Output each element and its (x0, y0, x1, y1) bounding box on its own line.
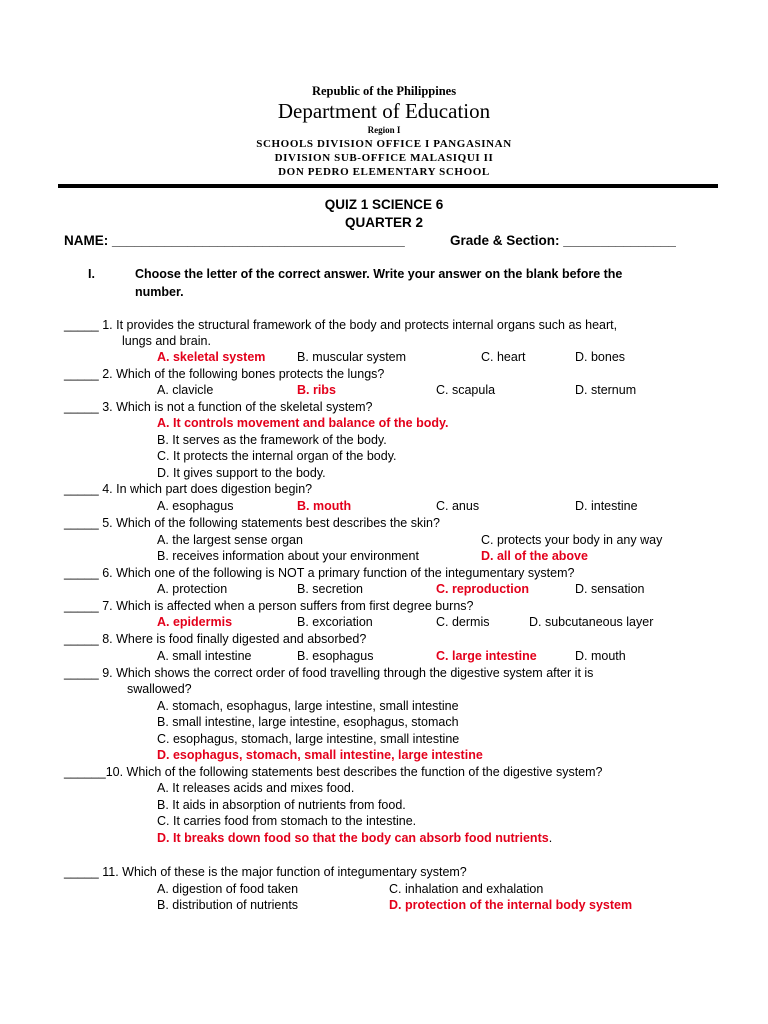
question-7: _____ 7. Which is affected when a person suffers from first degree burns? (64, 599, 474, 613)
q10-option-d-period: . (548, 831, 553, 845)
q4-option-b: B. mouth (297, 499, 352, 513)
quiz-title: QUIZ 1 SCIENCE 6 (324, 197, 444, 212)
q3-option-b: B. It serves as the framework of the body. (157, 433, 387, 447)
q7-option-a: A. epidermis (157, 615, 233, 629)
q5-option-a: A. the largest sense organ (157, 533, 303, 547)
instruction-line-2: number. (135, 285, 184, 299)
question-10: ______10. Which of the following statements best describes the function of the digestive system? (64, 765, 603, 779)
q10-option-b: B. It aids in absorption of nutrients from food. (157, 798, 406, 812)
quiz-quarter: QUARTER 2 (344, 215, 423, 230)
grade-section-field: Grade & Section: _______________ (450, 233, 676, 248)
q4-option-d: D. intestine (575, 499, 638, 513)
q5-option-d: D. all of the above (481, 549, 588, 563)
q5-option-b: B. receives information about your environment (157, 549, 419, 563)
header-department: Department of Education (277, 99, 491, 123)
q10-option-c: C. It carries food from stomach to the intestine. (157, 814, 417, 828)
q8-option-c: C. large intestine (436, 649, 537, 663)
q6-option-d: D. sensation (575, 582, 645, 596)
question-1-continued: lungs and brain. (122, 334, 211, 348)
q2-option-a: A. clavicle (157, 383, 214, 397)
q11-option-c: C. inhalation and exhalation (389, 882, 544, 896)
q1-option-c: C. heart (481, 350, 526, 364)
question-9-continued: swallowed? (127, 682, 192, 696)
question-2: _____ 2. Which of the following bones protects the lungs? (64, 367, 385, 381)
question-3: _____ 3. Which is not a function of the skeletal system? (64, 400, 373, 414)
q3-option-a: A. It controls movement and balance of the body. (157, 416, 449, 430)
q9-option-a: A. stomach, esophagus, large intestine, small intestine (157, 699, 459, 713)
q8-option-a: A. small intestine (157, 649, 252, 663)
q9-option-d: D. esophagus, stomach, small intestine, large intestine (157, 748, 483, 762)
q7-option-d: D. subcutaneous layer (529, 615, 654, 629)
q10-option-d: D. It breaks down food so that the body can absorb food nutrients (157, 831, 549, 845)
instruction-numeral: I. (88, 267, 95, 281)
question-9: _____ 9. Which shows the correct order of food travelling through the digestive system after it is (64, 666, 594, 680)
header-republic: Republic of the Philippines (311, 84, 457, 98)
question-4: _____ 4. In which part does digestion begin? (64, 482, 313, 496)
q3-option-c: C. It protects the internal organ of the body. (157, 449, 397, 463)
q6-option-c: C. reproduction (436, 582, 530, 596)
header-sub-office: DIVISION SUB-OFFICE MALASIQUI II (274, 152, 494, 164)
question-11: _____ 11. Which of these is the major function of integumentary system? (64, 865, 467, 879)
question-8: _____ 8. Where is food finally digested and absorbed? (64, 632, 367, 646)
question-6: _____ 6. Which one of the following is NOT a primary function of the integumentary system? (64, 566, 575, 580)
q2-option-b: B. ribs (297, 383, 336, 397)
q4-option-a: A. esophagus (157, 499, 234, 513)
q2-option-c: C. scapula (436, 383, 496, 397)
name-field: NAME: _______________________________________ (64, 233, 405, 248)
instruction-line-1: Choose the letter of the correct answer. Write your answer on the blank before the (135, 267, 623, 281)
q5-option-c: C. protects your body in any way (481, 533, 663, 547)
q6-option-a: A. protection (157, 582, 228, 596)
q11-option-b: B. distribution of nutrients (157, 898, 299, 912)
question-5: _____ 5. Which of the following statements best describes the skin? (64, 516, 440, 530)
header-division: SCHOOLS DIVISION OFFICE I PANGASINAN (256, 138, 512, 150)
q8-option-b: B. esophagus (297, 649, 374, 663)
q8-option-d: D. mouth (575, 649, 626, 663)
q1-option-b: B. muscular system (297, 350, 407, 364)
q6-option-b: B. secretion (297, 582, 364, 596)
header-school: DON PEDRO ELEMENTARY SCHOOL (278, 166, 490, 178)
q4-option-c: C. anus (436, 499, 480, 513)
q10-option-d-line (157, 831, 552, 845)
q7-option-c: C. dermis (436, 615, 490, 629)
q9-option-c: C. esophagus, stomach, large intestine, small intestine (157, 732, 460, 746)
q1-option-d: D. bones (575, 350, 626, 364)
question-1: _____ 1. It provides the structural framework of the body and protects internal organs such as heart, (64, 318, 618, 332)
q11-option-d: D. protection of the internal body system (389, 898, 633, 912)
q11-option-a: A. digestion of food taken (157, 882, 299, 896)
header-region: Region I (367, 125, 401, 135)
q2-option-d: D. sternum (575, 383, 637, 397)
q7-option-b: B. excoriation (297, 615, 373, 629)
header-divider (58, 184, 718, 188)
q3-option-d: D. It gives support to the body. (157, 466, 326, 480)
q1-option-a: A. skeletal system (157, 350, 266, 364)
q10-option-a: A. It releases acids and mixes food. (157, 781, 355, 795)
q9-option-b: B. small intestine, large intestine, esophagus, stomach (157, 715, 459, 729)
